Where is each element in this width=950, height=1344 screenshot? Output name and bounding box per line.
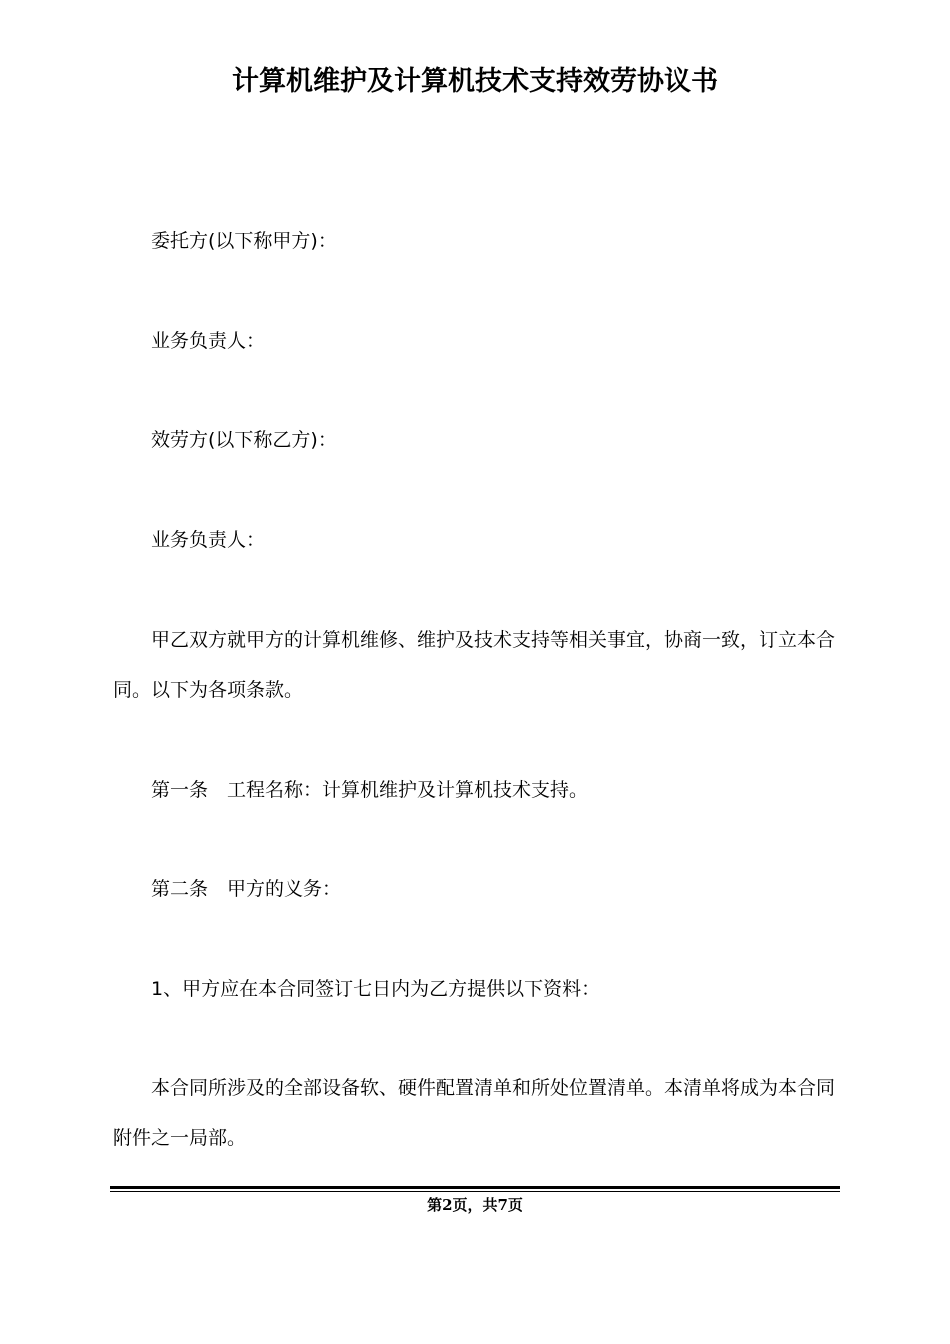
paragraph-article-2: 第二条 甲方的义务： <box>151 878 342 900</box>
paragraph-provider: 效劳方(以下称乙方)： <box>151 429 337 451</box>
footer-divider-thick <box>110 1186 840 1189</box>
paragraph-client-manager: 业务负责人： <box>151 330 266 352</box>
page-number: 第2页，共7页 <box>427 1196 523 1214</box>
document-title: 计算机维护及计算机技术支持效劳协议书 <box>232 66 718 97</box>
paragraph-item-1: 1、甲方应在本合同签订七日内为乙方提供以下资料： <box>151 978 601 1000</box>
paragraph-preamble: 甲乙双方就甲方的计算机维修、维护及技术支持等相关事宜，协商一致，订立本合同。以下为各项条款。 <box>113 629 836 701</box>
paragraph-article-1: 第一条 工程名称：计算机维护及计算机技术支持。 <box>151 779 589 801</box>
footer-divider-thin <box>110 1191 840 1192</box>
paragraph-item-1-detail: 本合同所涉及的全部设备软、硬件配置清单和所处位置清单。本清单将成为本合同附件之一局部。 <box>113 1077 836 1149</box>
paragraph-provider-manager: 业务负责人： <box>151 529 266 551</box>
paragraph-client: 委托方(以下称甲方)： <box>151 230 337 252</box>
